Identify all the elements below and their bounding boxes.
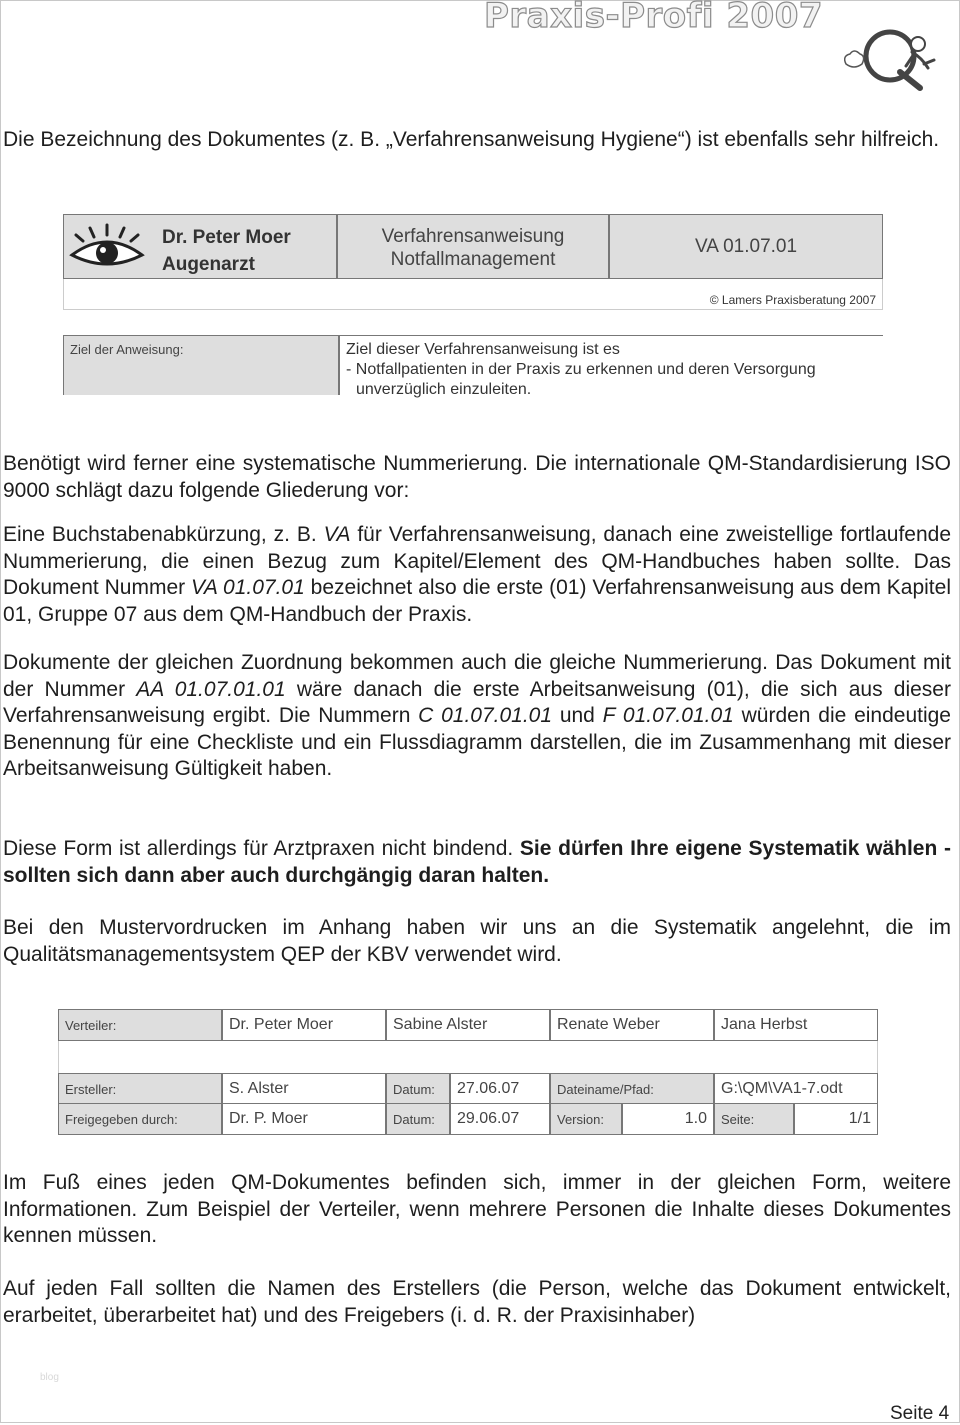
paragraph-creator-names: Auf jeden Fall sollten die Namen des Erstellers (die Person, welche das Dokument entwickelt, erarbeitet, überarbeitet hat) und des Freigebers (i. d. R. der Praxisinhaber) bbox=[3, 1277, 951, 1327]
goal-row bbox=[63, 335, 883, 398]
created-date-cell bbox=[451, 1074, 551, 1104]
filename-label: Dateiname/Pfad: bbox=[557, 1082, 654, 1097]
goal-box bbox=[338, 336, 884, 398]
text-run: würden die eindeutige Benennung für eine Checkliste und ein Flussdiagramm darstellen, die im Zusammenhang mit dieser Arbeitsanweisung Gültigkeit haben. bbox=[3, 704, 951, 780]
creator-cell bbox=[223, 1074, 387, 1104]
date-label: Datum: bbox=[393, 1112, 435, 1127]
distribution-cell bbox=[715, 1010, 877, 1040]
header-title-cell bbox=[338, 215, 610, 278]
filename-label-cell bbox=[551, 1074, 715, 1104]
header-number-cell bbox=[610, 215, 882, 278]
copyright-row bbox=[63, 279, 883, 310]
eye-icon bbox=[68, 221, 146, 275]
praxis-profi-logo-icon bbox=[840, 24, 940, 94]
date-label-cell bbox=[387, 1104, 451, 1134]
page-label-cell bbox=[715, 1104, 795, 1134]
distribution-name: Jana Herbst bbox=[721, 1016, 808, 1033]
approver-name: Dr. P. Moer bbox=[229, 1110, 308, 1127]
header-logo-cell bbox=[64, 215, 338, 278]
approved-label: Freigegeben durch: bbox=[65, 1112, 178, 1127]
text-run: Diese Form ist allerdings für Arztpraxen nicht bindend. bbox=[3, 837, 520, 860]
doctor-name-line: Dr. Peter Moer bbox=[162, 227, 291, 248]
doctor-specialty: Augenarzt bbox=[162, 254, 255, 275]
brand-title: Praxis-Profi 2007 bbox=[484, 0, 824, 36]
paragraph-not-binding bbox=[3, 836, 951, 889]
footer-spacer bbox=[58, 1041, 878, 1075]
distribution-cell bbox=[387, 1010, 551, 1040]
paragraph-footer-info: Im Fuß eines jeden QM-Dokumentes befinden sich, immer in der gleichen Form, weitere Informationen. Zum Beispiel der Verteiler, wenn mehrere Personen die Inhalte dieses Dokumentes kennen müssen. bbox=[3, 1171, 951, 1247]
paragraph-numbering: Benötigt wird ferner eine systematische Nummerierung. Die internationale QM-Standardisierung ISO 9000 schlägt dazu folgende Gliederung vor: bbox=[3, 452, 951, 502]
filename-cell bbox=[715, 1074, 877, 1104]
page-number: Seite 4 bbox=[890, 1403, 950, 1424]
document-header-example bbox=[63, 214, 883, 398]
document-subject: Notfallmanagement bbox=[390, 249, 556, 270]
goal-label: Ziel der Anweisung: bbox=[70, 342, 184, 357]
document-footer-example bbox=[58, 1009, 878, 1139]
text-run: Eine Buchstabenabkürzung, z. B. bbox=[3, 523, 324, 546]
version-label-cell bbox=[551, 1104, 623, 1134]
code-c-number: C 01.07.01.01 bbox=[418, 704, 553, 727]
date-label-cell bbox=[387, 1074, 451, 1104]
code-aa-number: AA 01.07.01.01 bbox=[136, 677, 286, 701]
version-cell bbox=[623, 1104, 715, 1134]
goal-line: Ziel dieser Verfahrensanweisung ist es bbox=[346, 341, 620, 358]
distribution-label-cell bbox=[59, 1010, 223, 1040]
version-value: 1.0 bbox=[684, 1110, 707, 1127]
text-run: und bbox=[552, 704, 603, 727]
document-type: Verfahrensanweisung bbox=[381, 226, 565, 247]
distribution-row bbox=[58, 1009, 878, 1041]
page-value-cell bbox=[795, 1104, 877, 1134]
creator-label: Ersteller: bbox=[65, 1082, 117, 1097]
approver-cell bbox=[223, 1104, 387, 1134]
header-top-row bbox=[63, 214, 883, 279]
paragraph-templates: Bei den Mustervordrucken im Anhang haben wir uns an die Systematik angelehnt, die im Qualitätsmanagementsystem QEP der KBV verwendet wird. bbox=[3, 916, 951, 966]
text-run: wäre danach die erste Arbeitsanweisung (01), die sich aus dieser Verfahrensanweisung ergibt. Die Nummern bbox=[3, 677, 951, 727]
paragraph-same-numbering bbox=[3, 650, 951, 783]
creator-label-cell bbox=[59, 1074, 223, 1104]
document-number: VA 01.07.01 bbox=[694, 236, 798, 257]
code-f-number: F 01.07.01.01 bbox=[602, 704, 734, 727]
doctor-name bbox=[162, 224, 291, 278]
page-label: Seite: bbox=[721, 1112, 755, 1127]
distribution-name: Dr. Peter Moer bbox=[229, 1016, 334, 1033]
created-date: 27.06.07 bbox=[457, 1080, 520, 1097]
approved-date-cell bbox=[451, 1104, 551, 1134]
text-run: für Verfahrensanweisung, danach eine zweistellige fortlaufende Nummerierung, die einen Bezug zum Kapitel/Element des QM-Handbuches haben sollte. Das Dokument Nummer bbox=[3, 523, 951, 599]
goal-text bbox=[346, 340, 816, 400]
goal-line: - Notfallpatienten in der Praxis zu erkennen und deren Versorgung bbox=[346, 361, 816, 378]
page-value: 1/1 bbox=[848, 1110, 871, 1127]
document-title bbox=[338, 225, 608, 271]
approved-label-cell bbox=[59, 1104, 223, 1134]
creator-name: S. Alster bbox=[229, 1080, 289, 1097]
distribution-cell bbox=[223, 1010, 387, 1040]
distribution-cell bbox=[551, 1010, 715, 1040]
paragraph-abbreviation bbox=[3, 522, 951, 628]
version-label: Version: bbox=[557, 1112, 604, 1127]
distribution-name: Renate Weber bbox=[557, 1016, 660, 1033]
approved-date: 29.06.07 bbox=[457, 1110, 520, 1127]
copyright-text: © Lamers Praxisberatung 2007 bbox=[709, 293, 876, 307]
watermark-text: blog bbox=[40, 1372, 59, 1383]
creator-row bbox=[58, 1073, 878, 1105]
text-run: bezeichnet also die erste (01) Verfahrensanweisung aus dem Kapitel 01, Gruppe 07 aus dem QM-Handbuch der Praxis. bbox=[3, 576, 951, 626]
code-va-number: VA 01.07.01 bbox=[191, 576, 305, 599]
paragraph-document-name: Die Bezeichnung des Dokumentes (z. B. „Verfahrensanweisung Hygiene“) ist ebenfalls sehr hilfreich. bbox=[3, 128, 940, 151]
approval-row bbox=[58, 1103, 878, 1135]
emphasis-text: Sie dürfen Ihre eigene Systematik wählen - sollten sich dann aber auch durchgängig daran halten. bbox=[3, 837, 951, 887]
text-run: Dokumente der gleichen Zuordnung bekommen auch die gleiche Nummerierung. Das Dokument mit der Nummer bbox=[3, 651, 951, 701]
distribution-label: Verteiler: bbox=[65, 1018, 117, 1033]
distribution-name: Sabine Alster bbox=[393, 1016, 488, 1033]
filename-value: G:\QM\VA1-7.odt bbox=[721, 1080, 843, 1097]
date-label: Datum: bbox=[393, 1082, 435, 1097]
goal-line: unverzüglich einzuleiten. bbox=[356, 381, 532, 398]
code-va: VA bbox=[323, 523, 351, 546]
